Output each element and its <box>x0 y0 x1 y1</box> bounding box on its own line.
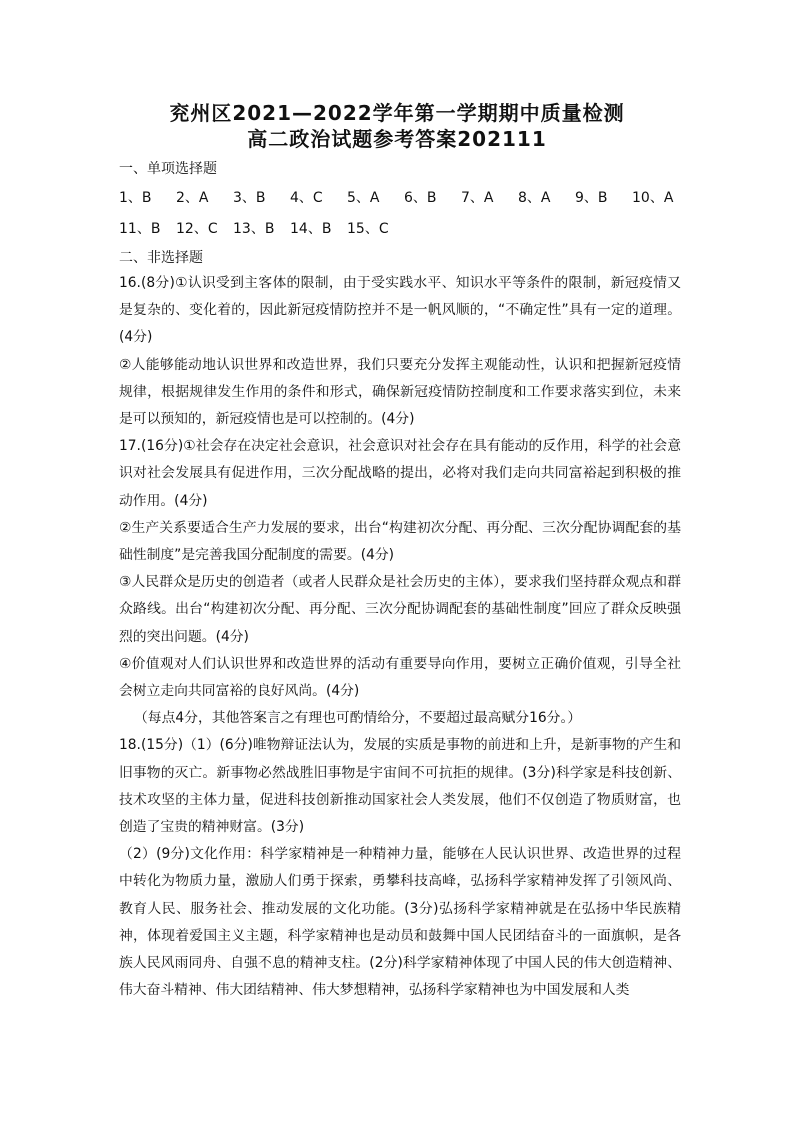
answer-item: 4、C <box>290 190 323 206</box>
answer-item: 15、C <box>347 221 389 237</box>
answer-item: 13、B <box>233 221 275 237</box>
answer-item: 14、B <box>290 221 332 237</box>
answer-paragraph: ④价值观对人们认识世界和改造世界的活动有重要导向作用，要树立正确价值观，引导全社会树立走向共同富裕的良好风尚。(4分) <box>119 655 681 700</box>
section-heading-choice: 一、单项选择题 <box>119 161 217 177</box>
answer-paragraph: 18.(15分)（1）(6分)唯物辩证法认为，发展的实质是事物的前进和上升，是新事物的产生和旧事物的灭亡。新事物必然战胜旧事物是宇宙间不可抗拒的规律。(3分)科学家是科技创新、技术攻坚的主体力量，促进科技创新推动国家社会人类发展，他们不仅创造了物质财富，也创造了宝贵的精神财富。(3分) <box>119 737 681 836</box>
answer-paragraph: ②人能够能动地认识世界和改造世界，我们只要充分发挥主观能动性，认识和把握新冠疫情规律，根据规律发生作用的条件和形式，确保新冠疫情防控制度和工作要求落实到位，未来是可以预知的，新冠疫情也是可以控制的。(4分) <box>119 356 681 428</box>
answer-paragraph: 16.(8分)①认识受到主客体的限制，由于受实践水平、知识水平等条件的限制，新冠疫情又是复杂的、变化着的，因此新冠疫情防控并不是一帆风顺的，“不确定性”具有一定的道理。(4分) <box>119 275 681 346</box>
document-title: 兖州区2021—2022学年第一学期期中质量检测 <box>169 101 625 125</box>
answer-item: 3、B <box>233 190 266 206</box>
answer-item: 1、B <box>119 190 152 206</box>
answer-item: 6、B <box>404 190 437 206</box>
answer-item: 2、A <box>176 190 209 206</box>
answer-paragraph: ②生产关系要适合生产力发展的要求，出台“构建初次分配、再分配、三次分配协调配套的基础性制度”是完善我国分配制度的需要。(4分) <box>119 519 681 564</box>
section-heading-nonchoice: 二、非选择题 <box>119 250 203 266</box>
answer-item: 9、B <box>575 190 608 206</box>
answer-item: 5、A <box>347 190 380 206</box>
answer-body <box>119 270 681 1004</box>
answer-paragraph: ③人民群众是历史的创造者（或者人民群众是社会历史的主体），要求我们坚持群众观点和群众路线。出台“构建初次分配、再分配、三次分配协调配套的基础性制度”回应了群众反映强烈的突出问题。(4分) <box>119 574 681 645</box>
document-subtitle: 高二政治试题参考答案202111 <box>247 127 547 151</box>
answer-paragraph: 17.(16分)①社会存在决定社会意识，社会意识对社会存在具有能动的反作用，科学的社会意识对社会发展具有促进作用，三次分配战略的提出，必将对我们走向共同富裕起到积极的推动作用。(4分) <box>119 438 681 509</box>
answer-item: 11、B <box>119 221 161 237</box>
answer-item: 12、C <box>176 221 218 237</box>
answer-item: 7、A <box>461 190 494 206</box>
answer-item: 10、A <box>632 190 674 206</box>
answer-paragraph: （2）(9分)文化作用：科学家精神是一种精神力量，能够在人民认识世界、改造世界的过程中转化为物质力量，激励人们勇于探索，勇攀科技高峰，弘扬科学家精神发挥了引领风尚、教育人民、服务社会、推动发展的文化功能。(3分)弘扬科学家精神就是在弘扬中华民族精神，体现着爱国主义主题，科学家精神也是动员和鼓舞中国人民团结奋斗的一面旗帜，是各族人民风雨同舟、自强不息的精神支柱。(2分)科学家精神体现了中国人民的伟大创造精神、伟大奋斗精神、伟大团结精神、伟大梦想精神，弘扬科学家精神也为中国发展和人类 <box>119 846 681 999</box>
answer-item: 8、A <box>518 190 551 206</box>
scoring-note: （每点4分，其他答案言之有理也可酌情给分，不要超过最高赋分16分。） <box>134 710 582 727</box>
